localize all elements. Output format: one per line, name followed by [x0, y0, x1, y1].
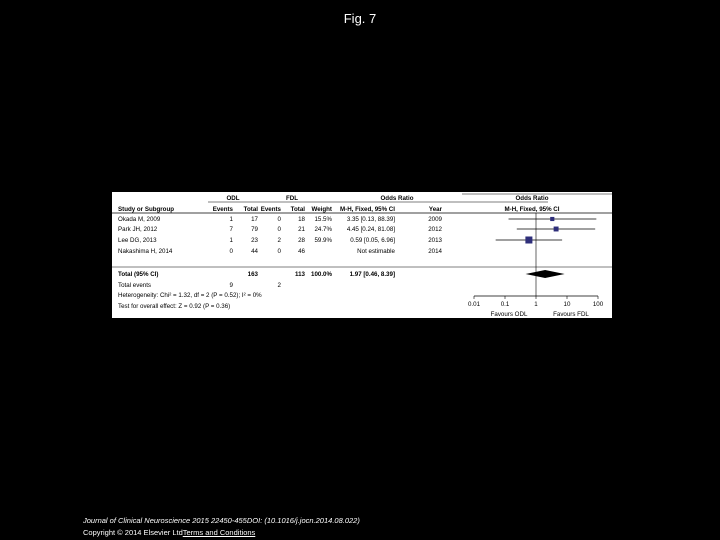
total-label: Total (95% CI) [118, 271, 159, 278]
fdl-events: 2 [277, 237, 281, 244]
total-odds-ratio-ci: 1.97 [0.46, 8.39] [349, 271, 395, 278]
column-header: Study or Subgroup [118, 206, 175, 213]
fdl-group-header: FDL [285, 195, 299, 202]
heterogeneity-text: Heterogeneity: Chi² = 1.32, df = 2 (P = 0.52); I² = 0% [118, 292, 262, 299]
x-axis-tick-label: 100 [592, 301, 604, 308]
study-year: 2014 [428, 248, 442, 255]
citation-line [83, 516, 360, 525]
x-axis-tick-label: 10 [563, 301, 571, 308]
study-year: 2012 [428, 226, 442, 233]
study-weight: 24.7% [314, 226, 332, 233]
column-header: M-H, Fixed, 95% CI [339, 206, 395, 213]
odl-events: 1 [229, 216, 233, 223]
study-weight: 59.9% [314, 237, 332, 244]
study-odds-ratio-ci: Not estimable [357, 248, 395, 255]
study-year: 2009 [428, 216, 442, 223]
column-header: Total [243, 206, 258, 213]
forest-plot-figure [112, 192, 612, 318]
fdl-total-sum: 113 [295, 271, 305, 278]
total-events-label: Total events [118, 282, 152, 289]
odl-total: 23 [251, 237, 258, 244]
column-header: Year [428, 206, 442, 213]
copyright-line [83, 528, 255, 537]
odl-total: 79 [251, 226, 258, 233]
study-year: 2013 [428, 237, 442, 244]
fdl-total: 28 [298, 237, 305, 244]
fdl-total: 18 [298, 216, 305, 223]
fdl-events: 0 [277, 216, 281, 223]
x-axis-tick-label: 0.01 [467, 301, 481, 308]
study-point-marker [525, 236, 532, 243]
study-name: Okada M, 2009 [118, 216, 161, 223]
pooled-estimate-diamond [526, 270, 565, 278]
odl-events: 1 [229, 237, 233, 244]
total-weight: 100.0% [311, 271, 332, 278]
odds-ratio-table-header: Odds Ratio [380, 195, 414, 202]
odl-group-header: ODL [226, 195, 240, 202]
citation-text: Journal of Clinical Neuroscience 2015 22450-455DOI: (10.1016/j.jocn.2014.08.022) [83, 516, 360, 525]
column-header: Total [290, 206, 305, 213]
figure-title: Fig. 7 [343, 11, 377, 26]
study-name: Park JH, 2012 [118, 226, 158, 233]
study-name: Lee DG, 2013 [118, 237, 157, 244]
fdl-total: 21 [298, 226, 305, 233]
fdl-events: 0 [277, 226, 281, 233]
copyright-text: Copyright © 2014 Elsevier Ltd [83, 528, 183, 537]
fdl-total-events: 2 [277, 282, 281, 289]
column-header: Events [212, 206, 233, 213]
terms-link[interactable]: Terms and Conditions [182, 528, 256, 537]
study-odds-ratio-ci: 3.35 [0.13, 88.39] [346, 216, 395, 223]
favours-right-label: Favours FDL [553, 311, 589, 318]
odl-total-events: 9 [229, 282, 233, 289]
favours-left-label: Favours ODL [490, 311, 528, 318]
fdl-total: 46 [298, 248, 305, 255]
odl-total: 17 [251, 216, 258, 223]
x-axis-tick-label: 0.1 [500, 301, 510, 308]
study-odds-ratio-ci: 4.45 [0.24, 81.08] [346, 226, 395, 233]
forest-plot-svg [112, 192, 612, 318]
column-header: M-H, Fixed, 95% CI [504, 206, 560, 213]
study-name: Nakashima H, 2014 [118, 248, 173, 255]
fdl-events: 0 [277, 248, 281, 255]
odl-total-sum: 163 [247, 271, 258, 278]
odl-events: 7 [229, 226, 233, 233]
study-odds-ratio-ci: 0.59 [0.05, 6.96] [350, 237, 395, 244]
odds-ratio-plot-header: Odds Ratio [515, 195, 549, 202]
column-header: Events [260, 206, 281, 213]
column-header: Weight [311, 206, 332, 213]
odl-events: 0 [229, 248, 233, 255]
overall-effect-text: Test for overall effect: Z = 0.92 (P = 0.36) [118, 303, 231, 310]
study-point-marker [554, 227, 559, 232]
study-weight: 15.5% [314, 216, 332, 223]
study-point-marker [550, 217, 554, 221]
odl-total: 44 [251, 248, 258, 255]
x-axis-tick-label: 1 [534, 301, 538, 308]
